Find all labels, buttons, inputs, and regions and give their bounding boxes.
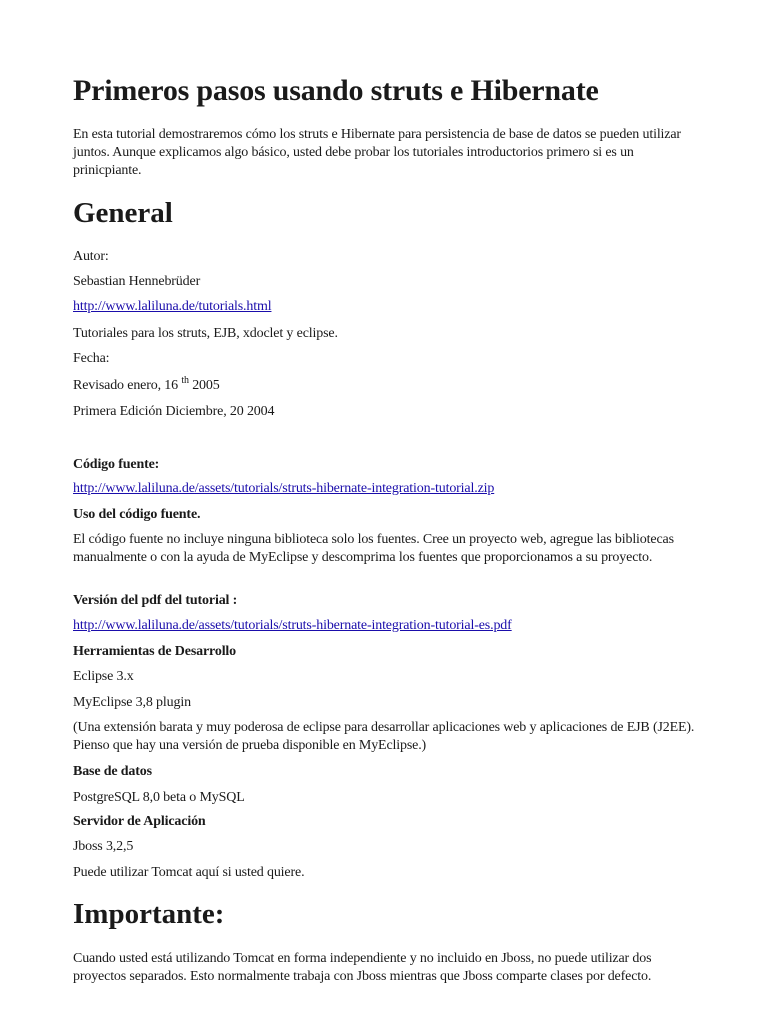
autor-label: Autor: xyxy=(73,249,109,264)
fecha-label: Fecha: xyxy=(73,351,110,366)
revisado-sup: th xyxy=(181,375,189,386)
pdf-link-line xyxy=(73,617,512,635)
servidor-nota: Puede utilizar Tomcat aquí si usted quiere. xyxy=(73,865,305,880)
importante-paragraph: Cuando usted está utilizando Tomcat en forma independiente y no incluido en Jboss, no puede utilizar dos proyectos separados. Esto normalmente trabaja con Jboss mientras que Jboss comparte clases por defecto. xyxy=(73,951,652,984)
document-title: Primeros pasos usando struts e Hibernate xyxy=(73,74,599,107)
revisado-prefix: Revisado enero, 16 xyxy=(73,378,178,393)
codigo-fuente-label: Código fuente: xyxy=(73,457,160,472)
source-zip-link[interactable]: http://www.laliluna.de/assets/tutorials/struts-hibernate-integration-tutorial.zip xyxy=(73,481,495,496)
servidor-label: Servidor de Aplicación xyxy=(73,814,206,829)
base-datos-value: PostgreSQL 8,0 beta o MySQL xyxy=(73,790,245,805)
revisado-line xyxy=(73,377,220,395)
herramientas-nota: (Una extensión barata y muy poderosa de eclipse para desarrollar aplicaciones web y aplicaciones de EJB (J2EE). Pienso que hay una versión de prueba disponible en MyEclipse.) xyxy=(73,720,695,753)
herramientas-label: Herramientas de Desarrollo xyxy=(73,644,237,659)
uso-label: Uso del código fuente. xyxy=(73,507,201,522)
myeclipse-version: MyEclipse 3,8 plugin xyxy=(73,695,191,710)
base-datos-label: Base de datos xyxy=(73,764,152,779)
servidor-value: Jboss 3,2,5 xyxy=(73,839,134,854)
codigo-link-line xyxy=(73,480,494,498)
tutoriales-text: Tutoriales para los struts, EJB, xdoclet y eclipse. xyxy=(73,326,338,341)
revisado-suffix: 2005 xyxy=(192,378,220,393)
primera-edicion: Primera Edición Diciembre, 20 2004 xyxy=(73,404,275,419)
pdf-link[interactable]: http://www.laliluna.de/assets/tutorials/struts-hibernate-integration-tutorial-es.pdf xyxy=(73,618,512,633)
autor-link-line xyxy=(73,298,271,316)
autor-name: Sebastian Hennebrüder xyxy=(73,274,201,289)
importante-heading: Importante: xyxy=(73,898,225,930)
uso-paragraph: El código fuente no incluye ninguna biblioteca solo los fuentes. Cree un proyecto web, agregue las bibliotecas manualmente o con la ayuda de MyEclipse y descomprima los fuentes que proporcionamos a su proyecto. xyxy=(73,532,674,565)
intro-paragraph: En esta tutorial demostraremos cómo los struts e Hibernate para persistencia de base de datos se pueden utilizar juntos. Aunque explicamos algo básico, usted debe probar los tutoriales introductorios primero si es un prinicpiante. xyxy=(73,127,681,178)
tutorials-link[interactable]: http://www.laliluna.de/tutorials.html xyxy=(73,299,272,314)
pdf-label: Versión del pdf del tutorial : xyxy=(73,593,238,608)
general-heading: General xyxy=(73,197,173,229)
eclipse-version: Eclipse 3.x xyxy=(73,669,134,684)
